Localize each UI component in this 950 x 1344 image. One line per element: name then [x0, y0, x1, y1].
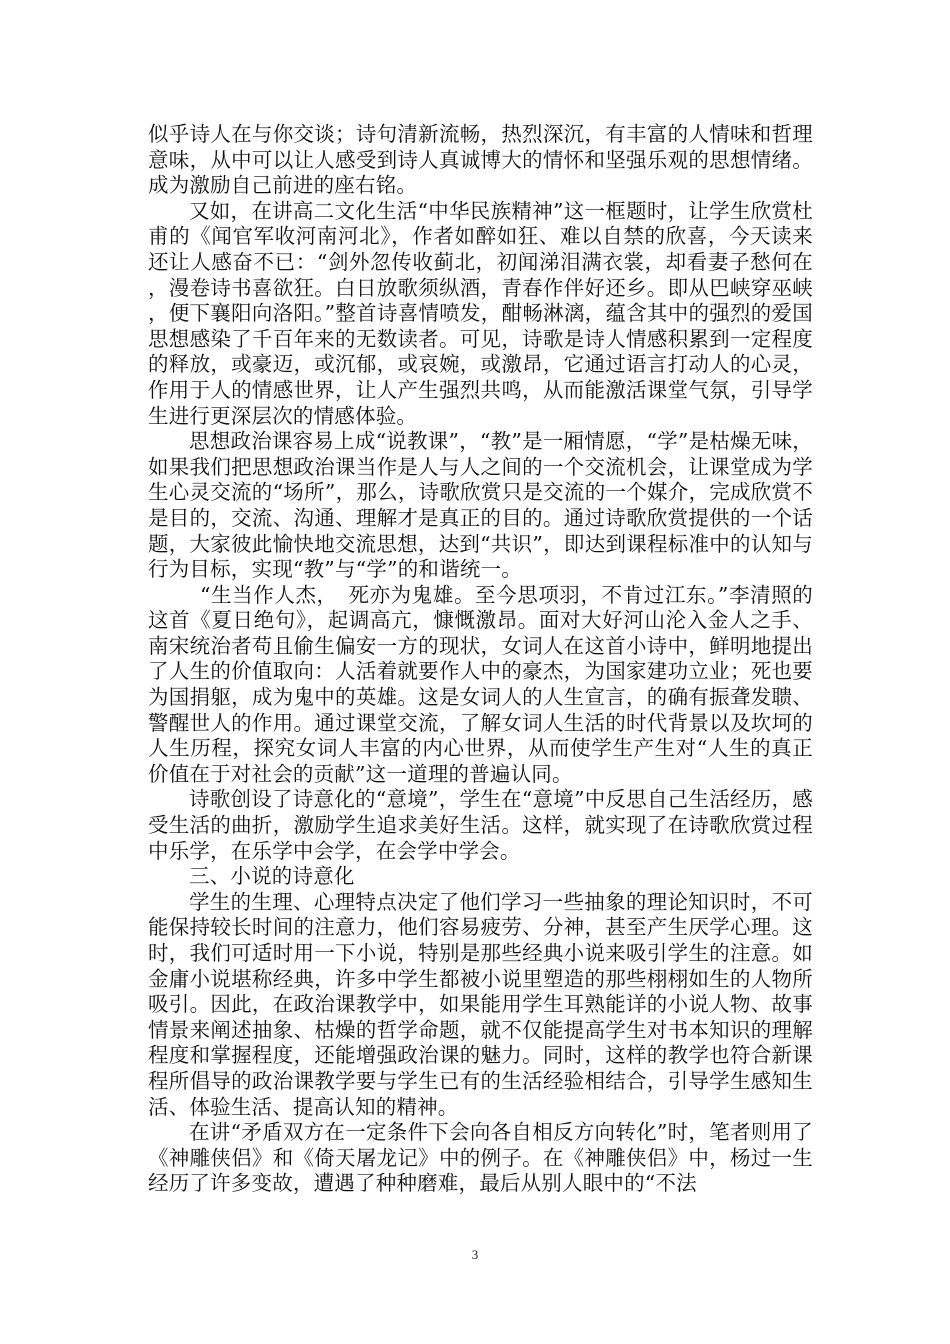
- paragraph-3: 思想政治课容易上成“说教课”，“教”是一厢情愿，“学”是枯燥无味，如果我们把思想政治课当作是人与人之间的一个交流机会，让课堂成为学生心灵交流的“场所”，那么，诗歌欣赏只是交流的一个媒介，完成欣赏不是目的，交流、沟通、理解才是真正的目的。通过诗歌欣赏提供的一个话题，大家彼此愉快地交流思想，达到“共识”，即达到课程标准中的认知与行为目标，实现“教”与“学”的和谐统一。: [148, 429, 813, 582]
- page-number: 3: [471, 1247, 479, 1262]
- paragraph-4: “生当作人杰， 死亦为鬼雄。至今思项羽，不肯过江东。”李清照的这首《夏日绝句》，起调高亢，慷慨激昂。面对大好河山沦入金人之手、南宋统治者苟且偷生偏安一方的现状，女词人在这首小诗中，鲜明地提出了人生的价值取向：人活着就要作人中的豪杰，为国家建功立业；死也要为国捐躯，成为鬼中的英雄。这是女词人的人生宣言，的确有振聋发聩、警醒世人的作用。通过课堂交流，了解女词人生活的时代背景以及坎坷的人生历程，探究女词人丰富的内心世界，从而使学生产生对“人生的真正价值在于对社会的贡献”这一道理的普遍认同。: [148, 582, 813, 786]
- paragraph-7: 学生的生理、心理特点决定了他们学习一些抽象的理论知识时，不可能保持较长时间的注意力，他们容易疲劳、分神，甚至产生厌学心理。这时，我们可适时用一下小说，特别是那些经典小说来吸引学生的注意。如金庸小说堪称经典，许多中学生都被小说里塑造的那些栩栩如生的人物所吸引。因此，在政治课教学中，如果能用学生耳熟能详的小说人物、故事情景来阐述抽象、枯燥的哲学命题，就不仅能提高学生对书本知识的理解程度和掌握程度，还能增强政治课的魅力。同时，这样的教学也符合新课程所倡导的政治课教学要与学生已有的生活经验相结合，引导学生感知生活、体验生活、提高认知的精神。: [148, 889, 813, 1119]
- paragraph-1: 似乎诗人在与你交谈；诗句清新流畅，热烈深沉，有丰富的人情味和哲理意味，从中可以让人感受到诗人真诚博大的情怀和坚强乐观的思想情绪。成为激励自己前进的座右铭。: [148, 122, 813, 198]
- paragraph-5: 诗歌创设了诗意化的“意境”，学生在“意境”中反思自己生活经历，感受生活的曲折，激励学生追求美好生活。这样，就实现了在诗歌欣赏过程中乐学，在乐学中会学，在会学中学会。: [148, 787, 813, 863]
- paragraph-8: 在讲“矛盾双方在一定条件下会向各自相反方向转化”时，笔者则用了《神雕侠侣》和《倚天屠龙记》中的例子。在《神雕侠侣》中，杨过一生经历了许多变故，遭遇了种种磨难，最后从别人眼中的“不法: [148, 1120, 813, 1196]
- paragraph-2: 又如，在讲高二文化生活“中华民族精神”这一框题时，让学生欣赏杜甫的《闻官军收河南河北》，作者如醉如狂、难以自禁的欣喜，今天读来还让人感奋不已：“剑外忽传收蓟北，初闻涕泪满衣裳，却看妻子愁何在，漫卷诗书喜欲狂。白日放歌须纵酒，青春作伴好还乡。即从巴峡穿巫峡，便下襄阳向洛阳。”整首诗喜情喷发，酣畅淋漓，蕴含其中的强烈的爱国思想感染了千百年来的无数读者。可见，诗歌是诗人情感积累到一定程度的释放，或豪迈，或沉郁，或哀婉，或激昂，它通过语言打动人的心灵，作用于人的情感世界，让人产生强烈共鸣，从而能激活课堂气氛，引导学生进行更深层次的情感体验。: [148, 198, 813, 428]
- body-text: [148, 122, 813, 1197]
- section-heading: 三、小说的诗意化: [189, 864, 355, 889]
